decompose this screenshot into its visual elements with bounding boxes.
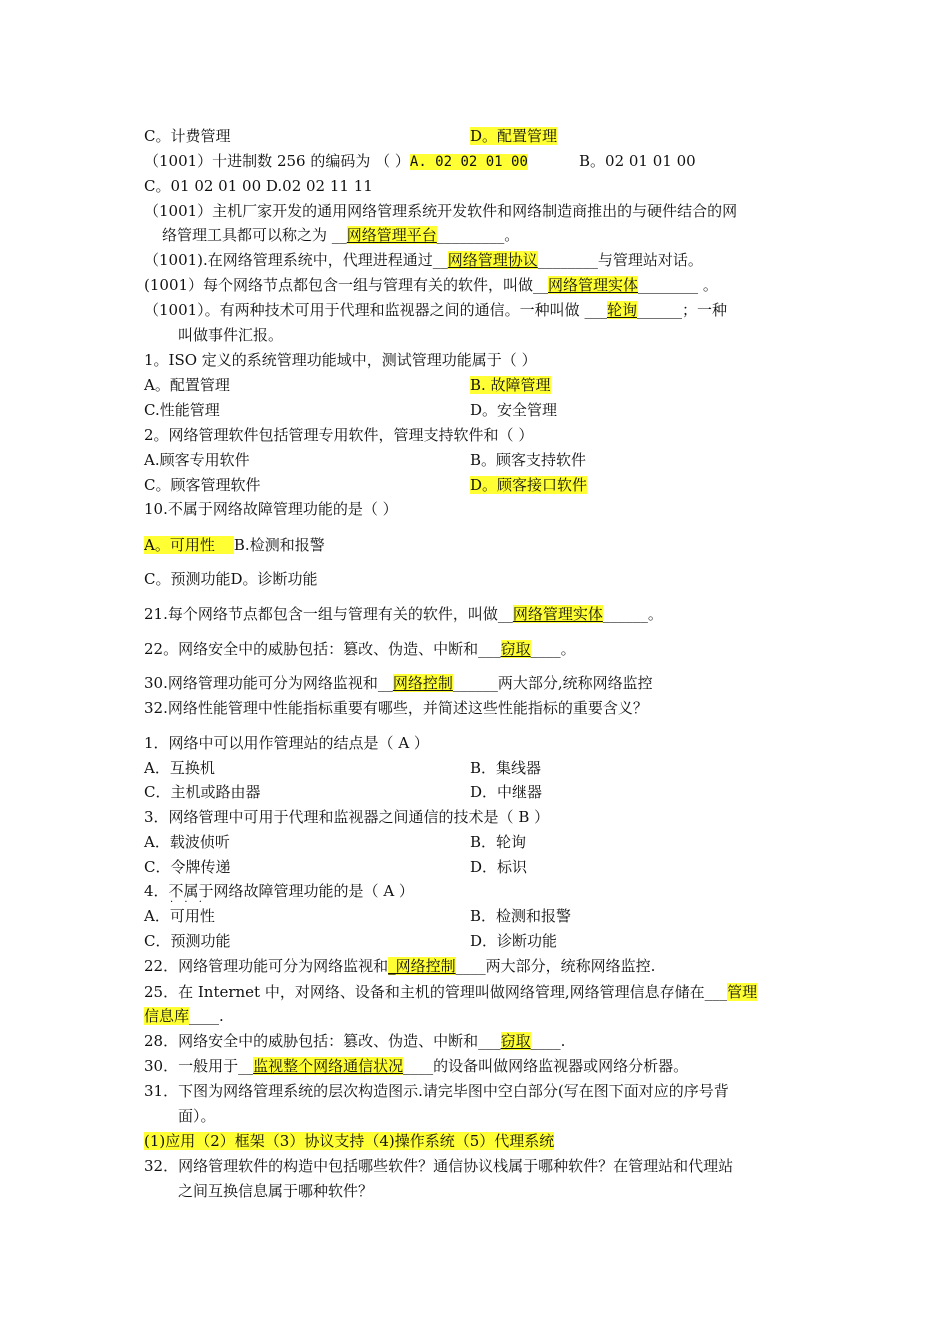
highlighted-answer: 监视整个网络通信状况 [253,1057,404,1075]
highlighted-answer: A. 02 02 01 00 [409,154,528,170]
text-after: ______。 [602,605,663,623]
question-31-answer [144,1131,554,1151]
section2-question-4: 4．不属于网络故障管理功能的是（ A ） [144,882,414,900]
question-2: 2。网络管理软件包括管理专用软件，管理支持软件和（ ） [144,426,534,444]
section2-question-1: 1．网络中可以用作管理站的结点是（ A ） [144,734,429,752]
text-after: ____. [189,1007,224,1025]
text-after: ______两大部分,统称网络监控 [452,674,653,692]
s1-option-d: D．中继器 [470,783,543,801]
q1-option-a: A。配置管理 [144,376,230,394]
question-22 [144,639,576,659]
q1-option-b [470,375,551,395]
text-after: ______；一种 [636,301,727,319]
text-before: 21.每个网络节点都包含一组与管理有关的软件，叫做__ [144,605,513,623]
s3-option-a: A．载波侦听 [144,833,230,851]
highlighted-answer: B. 故障管理 [470,376,551,394]
s3-option-b: B．轮询 [470,833,527,851]
s3-option-d: D．标识 [470,858,528,876]
highlighted-answer: 信息库 [144,1007,190,1025]
line-4: （1001）主机厂家开发的通用网络管理系统开发软件和网络制造商推出的与硬件结合的网 [144,202,738,220]
highlighted-answer: 网络管理实体 [512,605,603,623]
text-before: 22．网络管理功能可分为网络监视和 [144,957,389,975]
text-before: 22。网络安全中的威胁包括：篡改、伪造、中断和___ [144,640,501,658]
section2-question-25 [144,982,757,1002]
highlighted-answer: (1)应用（2）框架（3）协议支持（4)操作系统（5）代理系统 [144,1132,555,1150]
text-after: ________ 。 [638,276,718,294]
section2-question-28 [144,1031,565,1051]
section2-question-22 [144,956,655,976]
line-3: C。01 02 01 00 D.02 02 11 11 [144,177,373,195]
s4-option-a: A．可用性 [144,907,215,925]
q2-option-c: C。顾客管理软件 [144,476,261,494]
q10-options-cd: C。预测功能D。诊断功能 [144,570,318,588]
text-after: ____。 [530,640,576,658]
highlighted-answer: _网络控制 [388,957,456,975]
text-before: (1001）每个网络节点都包含一组与管理有关的软件，叫做__ [144,276,549,294]
q1-option-d: D。安全管理 [470,401,558,419]
highlighted-answer: 窃取 [500,1032,531,1050]
s1-option-a: A．互换机 [144,759,215,777]
section2-question-31-cont: 面）。 [178,1107,216,1125]
highlighted-answer: 网络管理平台 [346,226,437,244]
highlighted-answer: 管理 [727,983,758,1001]
question-21 [144,604,663,624]
section2-question-32-cont: 之间互换信息属于哪种软件？ [178,1182,374,1200]
option-d [470,126,557,146]
line-7 [144,275,718,295]
line-5 [162,225,519,245]
text-after: ____. [530,1032,566,1050]
text-before: （1001）。有两种技术可用于代理和监视器之间的通信。一种叫做 ___ [144,301,607,319]
s3-option-c: C．令牌传递 [144,858,231,876]
text-before: （1001).在网络管理系统中，代理进程通过__ [144,251,448,269]
section2-question-25-cont [144,1006,224,1026]
option-b: B.检测和报警 [233,536,325,554]
line-8 [144,300,727,320]
section2-question-3: 3．网络管理中可用于代理和监视器之间通信的技术是（ B ） [144,808,550,826]
s4-option-d: D．诊断功能 [470,932,558,950]
highlighted-answer: 网络管理协议 [447,251,538,269]
line-6 [144,250,703,270]
q10-options-ab [144,535,325,555]
question-text: （1001）十进制数 256 的编码为 （ ） [144,152,410,170]
text-after: _________。 [436,226,520,244]
emphasis-dots: · · · [170,897,206,908]
highlighted-answer: A。可用性 [144,536,234,554]
q2-option-d [470,475,587,495]
q1-option-c: C.性能管理 [144,401,220,419]
highlighted-answer: 网络控制 [392,674,453,692]
highlighted-answer: 窃取 [500,640,531,658]
s1-option-b: B．集线器 [470,759,542,777]
line-9: 叫做事件汇报。 [178,326,284,344]
section2-question-32: 32．网络管理软件的构造中包括哪些软件？通信协议栈属于哪种软件？在管理站和代理站 [144,1157,734,1175]
line-2 [144,151,528,172]
s1-option-c: C．主机或路由器 [144,783,261,801]
text-before: 30．一般用于__ [144,1057,254,1075]
q2-option-a: A.顾客专用软件 [144,451,250,469]
highlighted-answer: 轮询 [606,301,637,319]
question-10: 10.不属于网络故障管理功能的是（ ） [144,500,398,518]
option-c: C。计费管理 [144,127,231,145]
text-after: ____的设备叫做网络监视器或网络分析器。 [403,1057,689,1075]
text-before: 络管理工具都可以称之为 __ [162,226,347,244]
section2-question-30 [144,1056,688,1076]
highlighted-answer: D。配置管理 [470,127,558,145]
text-after: ________与管理站对话。 [537,251,703,269]
section2-question-31: 31．下图为网络管理系统的层次构造图示.请完毕图中空白部分(写在图下面对应的序号背 [144,1082,729,1100]
question-1: 1。ISO 定义的系统管理功能域中，测试管理功能属于（ ） [144,351,537,369]
text-after: ____两大部分，统称网络监控. [455,957,656,975]
q2-option-b: B。顾客支持软件 [470,451,587,469]
text-before: 28．网络安全中的威胁包括：篡改、伪造、中断和___ [144,1032,501,1050]
question-32: 32.网络性能管理中性能指标重要有哪些，并简述这些性能指标的重要含义？ [144,699,648,717]
line-1 [144,126,230,146]
highlighted-answer: 网络管理实体 [548,276,639,294]
s4-option-b: B．检测和报警 [470,907,572,925]
text-before: 30.网络管理功能可分为网络监视和__ [144,674,393,692]
option-b: B。02 01 01 00 [579,152,696,170]
text-before: 25．在 Internet 中，对网络、设备和主机的管理叫做网络管理,网络管理信息存储在___ [144,983,728,1001]
s4-option-c: C．预测功能 [144,932,231,950]
highlighted-answer: D。顾客接口软件 [470,476,588,494]
question-30 [144,673,653,693]
